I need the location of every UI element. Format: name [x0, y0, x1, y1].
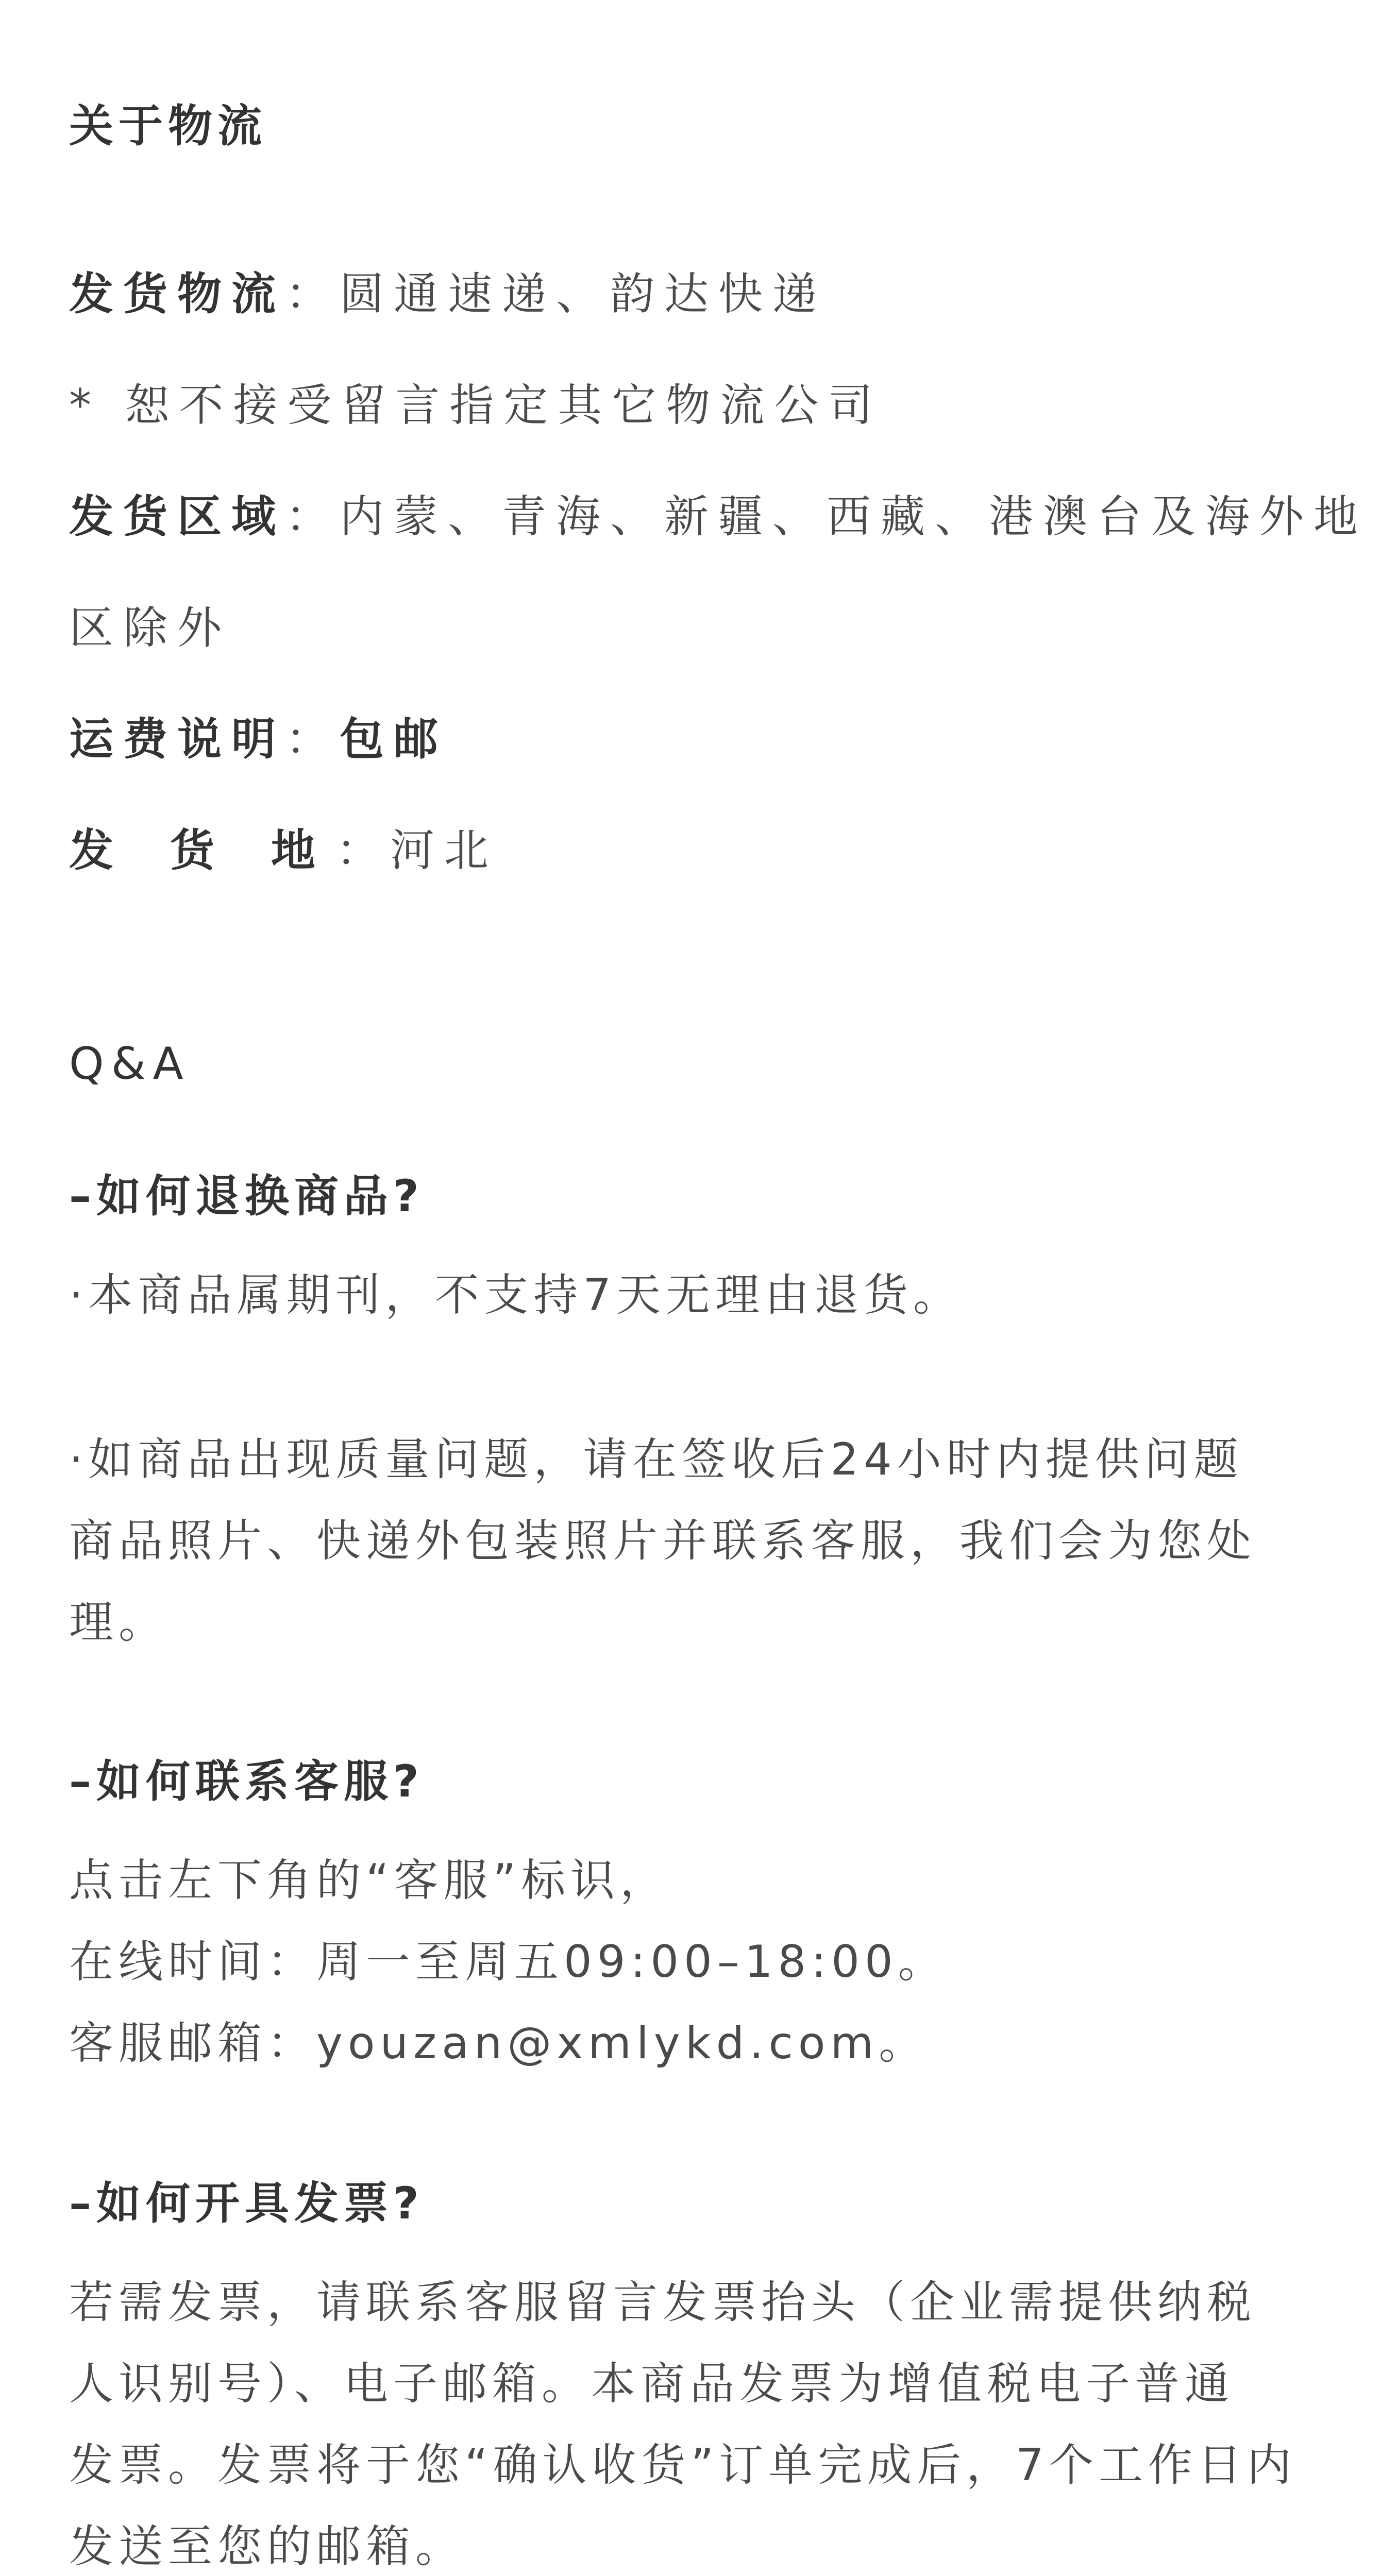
- shipping-label: 运费说明: [69, 714, 285, 765]
- qa-answer-line: 理。: [69, 1597, 168, 1648]
- shipping-colon: ：: [285, 714, 340, 765]
- qa-title: Q&A: [69, 1038, 191, 1090]
- carrier-colon: ：: [285, 268, 340, 320]
- qa-answer-line: 点击左下角的“客服”标识，: [69, 1855, 670, 1906]
- carrier-value: 圆通速递、韵达快递: [340, 268, 827, 320]
- area-value: 内蒙、青海、新疆、西藏、港澳台及海外地: [340, 491, 1368, 543]
- shipping-value: 包邮: [340, 714, 448, 765]
- qa-answer-line: 发票。发票将于您“确认收货”订单完成后，7个工作日内: [69, 2439, 1296, 2491]
- origin-colon: ：: [335, 825, 390, 876]
- qa-answer-line: 若需发票，请联系客服留言发票抬头（企业需提供纳税: [69, 2277, 1256, 2328]
- qa-answer-line: 在线时间：周一至周五09:00–18:00。: [69, 1936, 948, 1988]
- area-row: [69, 486, 1368, 548]
- logistics-title: 关于物流: [69, 100, 267, 152]
- carrier-notice: * 恕不接受留言指定其它物流公司: [69, 380, 883, 431]
- carrier-label: 发货物流: [69, 268, 285, 320]
- area-colon: ：: [285, 491, 340, 543]
- qa-answer-line: 商品照片、快递外包装照片并联系客服，我们会为您处: [69, 1515, 1256, 1567]
- origin-row: [69, 820, 1347, 882]
- carrier-row: [69, 263, 1347, 325]
- qa-answer-line: ·本商品属期刊，不支持7天无理由退货。: [69, 1269, 963, 1321]
- origin-label: 发 货 地: [69, 825, 336, 876]
- qa-answer-email: 客服邮箱：youzan@xmlykd.com。: [69, 2018, 929, 2069]
- area-label: 发货区域: [69, 491, 285, 543]
- qa-answer-line: 人识别号）、电子邮箱。本商品发票为增值税电子普通: [69, 2358, 1234, 2410]
- qa-answer-line: 发送至您的邮箱。: [69, 2521, 465, 2572]
- qa-question-returns: –如何退换商品?: [69, 1171, 424, 1222]
- qa-question-invoice: –如何开具发票?: [69, 2178, 424, 2229]
- area-value-continued: 区除外: [69, 602, 231, 654]
- origin-value: 河北: [390, 825, 498, 876]
- qa-question-contact: –如何联系客服?: [69, 1756, 424, 1807]
- qa-answer-line: ·如商品出现质量问题，请在签收后24小时内提供问题: [69, 1434, 1243, 1485]
- shipping-row: [69, 708, 1347, 770]
